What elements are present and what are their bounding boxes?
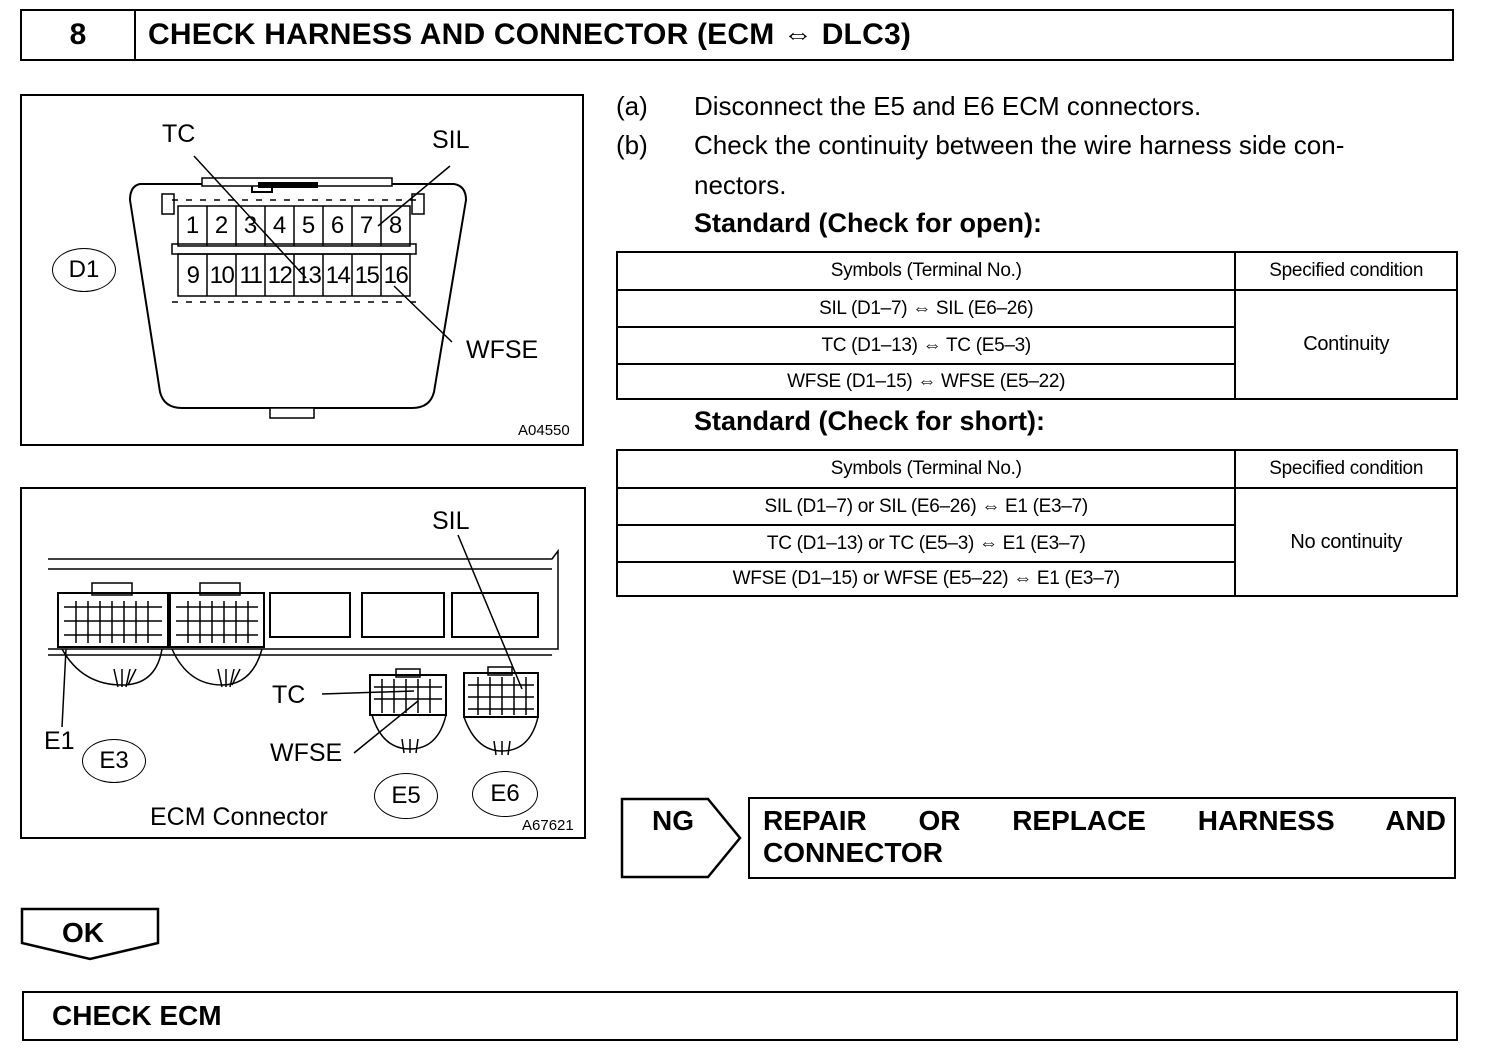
dlc3-pin-number: 10: [209, 262, 234, 289]
ng-action-box: [748, 797, 1456, 879]
dlc3-pin-number: 1: [185, 212, 200, 239]
column-header-condition: Specified condition: [1235, 450, 1457, 488]
ecm-connector-figure: [20, 487, 586, 839]
connector-d1-label: D1: [52, 248, 116, 292]
standard-short-table: [616, 449, 1458, 597]
callout-tc: TC: [272, 681, 306, 709]
ng-label: NG: [652, 805, 694, 836]
step-b-marker: (b): [616, 130, 648, 160]
step-title: CHECK HARNESS AND CONNECTOR (ECM ⇔ DLC3): [148, 18, 912, 51]
dlc3-pin-number: 11: [239, 262, 262, 289]
step-a-marker: (a): [616, 91, 648, 121]
step-number: 8: [22, 11, 136, 59]
column-header-condition: Specified condition: [1235, 252, 1457, 290]
table-row: TC (D1–13) or TC (E5–3) ⇔ E1 (E3–7): [617, 525, 1235, 562]
step-b-text-line1: Check the continuity between the wire harness side con-: [694, 130, 1345, 160]
column-header-symbols: Symbols (Terminal No.): [617, 450, 1235, 488]
callout-sil: SIL: [432, 507, 470, 535]
ng-action-text: REPAIR OR REPLACE HARNESS AND CONNECTOR: [763, 805, 1446, 868]
standard-open-table: [616, 251, 1458, 400]
callout-wfse: WFSE: [466, 336, 539, 364]
next-step-title: CHECK ECM: [52, 1000, 222, 1031]
dlc3-pin-number: 16: [383, 262, 408, 289]
connector-e3-label: E3: [82, 739, 146, 783]
ok-label: OK: [62, 917, 104, 948]
dlc3-pin-row-top: [178, 212, 410, 240]
callout-e1: E1: [44, 727, 75, 755]
figure-code: A67621: [522, 817, 574, 834]
specified-condition: Continuity: [1235, 290, 1457, 399]
callout-tc: TC: [162, 120, 196, 148]
connector-e6-label: E6: [472, 771, 538, 817]
dlc3-pin-number: 2: [214, 212, 229, 239]
step-header: [20, 9, 1454, 61]
column-header-symbols: Symbols (Terminal No.): [617, 252, 1235, 290]
table-row: TC (D1–13) ⇔ TC (E5–3): [617, 327, 1235, 364]
figure-caption: ECM Connector: [150, 803, 328, 831]
dlc3-pin-number: 13: [296, 262, 321, 289]
dlc3-pin-number: 14: [325, 262, 350, 289]
standard-short-heading: Standard (Check for short):: [694, 406, 1046, 436]
dlc3-pin-number: 15: [354, 262, 379, 289]
callout-wfse: WFSE: [270, 739, 343, 767]
dlc3-connector-figure: [20, 94, 584, 446]
table-row: SIL (D1–7) ⇔ SIL (E6–26): [617, 290, 1235, 327]
specified-condition: No continuity: [1235, 488, 1457, 596]
connector-e5-label: E5: [374, 773, 438, 819]
dlc3-pin-number: 3: [243, 212, 258, 239]
dlc3-pin-number: 9: [186, 262, 199, 289]
callout-sil: SIL: [432, 126, 470, 154]
dlc3-pin-number: 5: [301, 212, 316, 239]
dlc3-pin-row-bottom: [178, 262, 410, 290]
table-row: SIL (D1–7) or SIL (E6–26) ⇔ E1 (E3–7): [617, 488, 1235, 525]
dlc3-pin-number: 4: [272, 212, 287, 239]
table-row: WFSE (D1–15) or WFSE (E5–22) ⇔ E1 (E3–7): [617, 562, 1235, 596]
figure-code: A04550: [518, 422, 570, 439]
dlc3-pin-number: 8: [388, 212, 403, 239]
dlc3-pin-number: 12: [267, 262, 292, 289]
dlc3-pin-number: 6: [330, 212, 345, 239]
next-step-box: [22, 991, 1458, 1041]
table-row: WFSE (D1–15) ⇔ WFSE (E5–22): [617, 364, 1235, 399]
step-a-text: Disconnect the E5 and E6 ECM connectors.: [694, 91, 1202, 121]
dlc3-pin-number: 7: [359, 212, 374, 239]
standard-open-heading: Standard (Check for open):: [694, 208, 1043, 238]
step-b-text-line2: nectors.: [694, 170, 787, 200]
